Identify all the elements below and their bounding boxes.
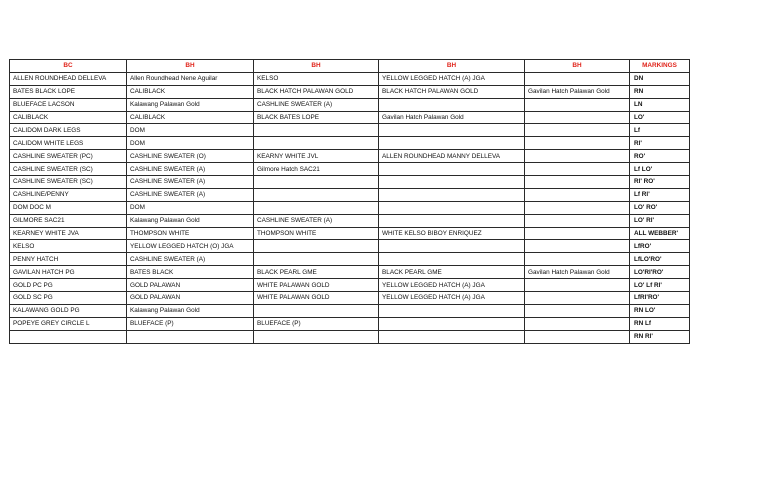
bh3-cell[interactable]: BLACK PEARL GME xyxy=(379,266,525,279)
table-row xyxy=(10,214,690,227)
bc-cell[interactable]: CALIDOM DARK LEGS xyxy=(10,124,127,137)
bc-cell[interactable]: DOM DOC M xyxy=(10,201,127,214)
markings-cell[interactable]: LfRO' xyxy=(630,240,690,253)
bh1-cell[interactable]: THOMPSON WHITE xyxy=(127,227,254,240)
bh3-cell[interactable]: ALLEN ROUNDHEAD MANNY DELLEVA xyxy=(379,150,525,163)
table-row xyxy=(10,201,690,214)
bh2-cell[interactable] xyxy=(254,188,379,201)
header-bh-4[interactable]: BH xyxy=(525,60,630,73)
markings-cell[interactable]: Rl' xyxy=(630,137,690,150)
bc-cell[interactable]: GILMORE SAC21 xyxy=(10,214,127,227)
bh1-cell[interactable]: BATES BLACK xyxy=(127,266,254,279)
bh4-cell[interactable] xyxy=(525,253,630,266)
bh4-cell[interactable] xyxy=(525,227,630,240)
markings-cell[interactable]: RN LO' xyxy=(630,304,690,317)
bh3-cell[interactable] xyxy=(379,253,525,266)
bh1-cell[interactable]: BLUEFACE (P) xyxy=(127,317,254,330)
bh4-cell[interactable] xyxy=(525,150,630,163)
table-row xyxy=(10,330,690,343)
bc-cell[interactable]: CASHLINE SWEATER (PC) xyxy=(10,150,127,163)
markings-cell[interactable]: LO'Rl'RO' xyxy=(630,266,690,279)
bh4-cell[interactable] xyxy=(525,330,630,343)
header-bh-3[interactable]: BH xyxy=(379,60,525,73)
bc-cell[interactable]: BATES BLACK LOPE xyxy=(10,85,127,98)
bh1-cell[interactable]: Kalawang Palawan Gold xyxy=(127,304,254,317)
bh4-cell[interactable] xyxy=(525,98,630,111)
markings-cell[interactable]: RN xyxy=(630,85,690,98)
table-row xyxy=(10,279,690,292)
bh3-cell[interactable] xyxy=(379,201,525,214)
bh1-cell[interactable]: YELLOW LEGGED HATCH (O) JGA xyxy=(127,240,254,253)
bh4-cell[interactable] xyxy=(525,72,630,85)
bh4-cell[interactable] xyxy=(525,214,630,227)
bc-cell[interactable]: PENNY HATCH xyxy=(10,253,127,266)
bh3-cell[interactable] xyxy=(379,304,525,317)
bh1-cell[interactable]: CALIBLACK xyxy=(127,111,254,124)
markings-cell[interactable]: RN Rl' xyxy=(630,330,690,343)
table-row xyxy=(10,137,690,150)
bc-cell[interactable] xyxy=(10,330,127,343)
markings-cell[interactable]: Lf xyxy=(630,124,690,137)
table-row xyxy=(10,163,690,176)
bh2-cell[interactable] xyxy=(254,253,379,266)
header-markings[interactable]: MARKINGS xyxy=(630,60,690,73)
bh1-cell[interactable]: Kalawang Palawan Gold xyxy=(127,214,254,227)
bh4-cell[interactable] xyxy=(525,304,630,317)
bh4-cell[interactable] xyxy=(525,292,630,305)
bh2-cell[interactable] xyxy=(254,137,379,150)
table-row xyxy=(10,124,690,137)
bc-cell[interactable]: CALIBLACK xyxy=(10,111,127,124)
bh4-cell[interactable] xyxy=(525,279,630,292)
markings-cell[interactable]: LN xyxy=(630,98,690,111)
bc-cell[interactable]: GAVILAN HATCH PG xyxy=(10,266,127,279)
markings-cell[interactable]: Lf Rl' xyxy=(630,188,690,201)
markings-cell[interactable]: RO' xyxy=(630,150,690,163)
bh1-cell[interactable]: CASHLINE SWEATER (A) xyxy=(127,253,254,266)
bh2-cell[interactable]: CASHLINE SWEATER (A) xyxy=(254,214,379,227)
bc-cell[interactable]: GOLD SC PG xyxy=(10,292,127,305)
table-row xyxy=(10,266,690,279)
bh1-cell[interactable]: CASHLINE SWEATER (A) xyxy=(127,163,254,176)
header-bh-1[interactable]: BH xyxy=(127,60,254,73)
bh2-cell[interactable]: WHITE PALAWAN GOLD xyxy=(254,292,379,305)
header-row xyxy=(10,60,690,73)
bh2-cell[interactable]: BLACK HATCH PALAWAN GOLD xyxy=(254,85,379,98)
bc-cell[interactable]: CASHLINE SWEATER (SC) xyxy=(10,176,127,189)
bh4-cell[interactable] xyxy=(525,137,630,150)
markings-cell[interactable]: Rl' RO' xyxy=(630,176,690,189)
data-table xyxy=(9,59,690,344)
bh1-cell[interactable]: Kalawang Palawan Gold xyxy=(127,98,254,111)
table-row xyxy=(10,98,690,111)
table-row xyxy=(10,253,690,266)
bh2-cell[interactable]: BLUEFACE (P) xyxy=(254,317,379,330)
bh4-cell[interactable] xyxy=(525,111,630,124)
bc-cell[interactable]: BLUEFACE LACSON xyxy=(10,98,127,111)
bh3-cell[interactable] xyxy=(379,240,525,253)
markings-cell[interactable]: LfRl'RO' xyxy=(630,292,690,305)
bh3-cell[interactable] xyxy=(379,330,525,343)
bh3-cell[interactable] xyxy=(379,176,525,189)
markings-cell[interactable]: LO' Rl' xyxy=(630,214,690,227)
bh3-cell[interactable] xyxy=(379,163,525,176)
bc-cell[interactable]: KALAWANG GOLD PG xyxy=(10,304,127,317)
bh1-cell[interactable]: GOLD PALAWAN xyxy=(127,279,254,292)
bc-cell[interactable]: POPEYE GREY CIRCLE L xyxy=(10,317,127,330)
bh4-cell[interactable] xyxy=(525,188,630,201)
bh1-cell[interactable]: DOM xyxy=(127,124,254,137)
bc-cell[interactable]: CASHLINE SWEATER (SC) xyxy=(10,163,127,176)
spreadsheet xyxy=(9,59,690,344)
header-bh-2[interactable]: BH xyxy=(254,60,379,73)
bh1-cell[interactable]: Allen Roundhead Nene Aguilar xyxy=(127,72,254,85)
bh1-cell[interactable]: CASHLINE SWEATER (O) xyxy=(127,150,254,163)
bh3-cell[interactable] xyxy=(379,137,525,150)
bh2-cell[interactable]: CASHLINE SWEATER (A) xyxy=(254,98,379,111)
table-row xyxy=(10,317,690,330)
bc-cell[interactable]: CASHLINE/PENNY xyxy=(10,188,127,201)
bc-cell[interactable]: KELSO xyxy=(10,240,127,253)
bh2-cell[interactable]: KEARNY WHITE JVL xyxy=(254,150,379,163)
bh1-cell[interactable]: DOM xyxy=(127,137,254,150)
bh2-cell[interactable]: Gilmore Hatch SAC21 xyxy=(254,163,379,176)
bh1-cell[interactable]: CASHLINE SWEATER (A) xyxy=(127,176,254,189)
bh1-cell[interactable]: DOM xyxy=(127,201,254,214)
bh2-cell[interactable]: THOMPSON WHITE xyxy=(254,227,379,240)
bh4-cell[interactable]: Gavilan Hatch Palawan Gold xyxy=(525,266,630,279)
bh2-cell[interactable] xyxy=(254,330,379,343)
bh2-cell[interactable] xyxy=(254,304,379,317)
markings-cell[interactable]: LfLO'RO' xyxy=(630,253,690,266)
header-bc[interactable]: BC xyxy=(10,60,127,73)
markings-cell[interactable]: LO' RO' xyxy=(630,201,690,214)
bh3-cell[interactable]: YELLOW LEGGED HATCH (A) JGA xyxy=(379,72,525,85)
markings-cell[interactable]: LO' xyxy=(630,111,690,124)
table-row xyxy=(10,72,690,85)
bh2-cell[interactable]: WHITE PALAWAN GOLD xyxy=(254,279,379,292)
bh2-cell[interactable]: KELSO xyxy=(254,72,379,85)
table-row xyxy=(10,240,690,253)
table-row xyxy=(10,176,690,189)
bc-cell[interactable]: ALLEN ROUNDHEAD DELLEVA xyxy=(10,72,127,85)
table-row xyxy=(10,292,690,305)
bh3-cell[interactable] xyxy=(379,317,525,330)
bh1-cell[interactable] xyxy=(127,330,254,343)
bh1-cell[interactable]: CASHLINE SWEATER (A) xyxy=(127,188,254,201)
markings-cell[interactable]: ALL WEBBER' xyxy=(630,227,690,240)
bh4-cell[interactable] xyxy=(525,317,630,330)
bh4-cell[interactable]: Gavilan Hatch Palawan Gold xyxy=(525,85,630,98)
bh2-cell[interactable] xyxy=(254,124,379,137)
table-row xyxy=(10,227,690,240)
bh2-cell[interactable] xyxy=(254,240,379,253)
bh4-cell[interactable] xyxy=(525,176,630,189)
bh3-cell[interactable] xyxy=(379,188,525,201)
bh3-cell[interactable]: BLACK HATCH PALAWAN GOLD xyxy=(379,85,525,98)
bh3-cell[interactable] xyxy=(379,124,525,137)
bh3-cell[interactable]: YELLOW LEGGED HATCH (A) JGA xyxy=(379,292,525,305)
bh2-cell[interactable]: BLACK PEARL GME xyxy=(254,266,379,279)
bc-cell[interactable]: KEARNEY WHITE JVA xyxy=(10,227,127,240)
bh3-cell[interactable] xyxy=(379,214,525,227)
bc-cell[interactable]: GOLD PC PG xyxy=(10,279,127,292)
markings-cell[interactable]: LO' Lf Rl' xyxy=(630,279,690,292)
bh1-cell[interactable]: CALIBLACK xyxy=(127,85,254,98)
bh3-cell[interactable] xyxy=(379,98,525,111)
bc-cell[interactable]: CALIDOM WHITE LEGS xyxy=(10,137,127,150)
bh4-cell[interactable] xyxy=(525,201,630,214)
bh1-cell[interactable]: GOLD PALAWAN xyxy=(127,292,254,305)
bh3-cell[interactable]: YELLOW LEGGED HATCH (A) JGA xyxy=(379,279,525,292)
bh3-cell[interactable]: WHITE KELSO BIBOY ENRIQUEZ xyxy=(379,227,525,240)
table-row xyxy=(10,150,690,163)
bh2-cell[interactable]: BLACK BATES LOPE xyxy=(254,111,379,124)
bh2-cell[interactable] xyxy=(254,201,379,214)
table-row xyxy=(10,85,690,98)
markings-cell[interactable]: DN xyxy=(630,72,690,85)
table-row xyxy=(10,111,690,124)
bh4-cell[interactable] xyxy=(525,163,630,176)
bh4-cell[interactable] xyxy=(525,124,630,137)
bh4-cell[interactable] xyxy=(525,240,630,253)
table-row xyxy=(10,188,690,201)
markings-cell[interactable]: Lf LO' xyxy=(630,163,690,176)
table-row xyxy=(10,304,690,317)
bh2-cell[interactable] xyxy=(254,176,379,189)
markings-cell[interactable]: RN Lf xyxy=(630,317,690,330)
bh3-cell[interactable]: Gavilan Hatch Palawan Gold xyxy=(379,111,525,124)
